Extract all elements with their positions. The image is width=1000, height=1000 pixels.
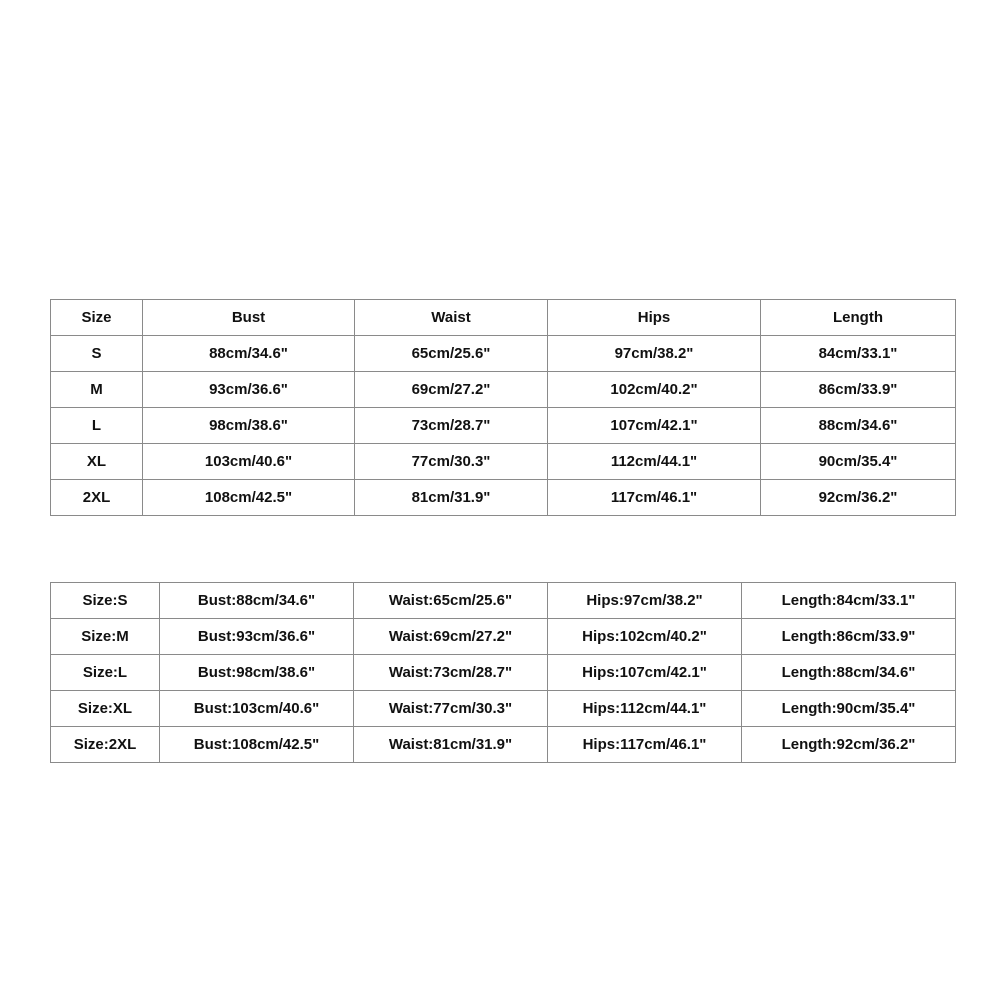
table-cell: M (51, 372, 143, 408)
table-cell: 102cm/40.2" (548, 372, 761, 408)
table-cell: Bust:108cm/42.5" (160, 727, 354, 763)
table-cell: Size:2XL (51, 727, 160, 763)
table-cell: Length:92cm/36.2" (742, 727, 956, 763)
table-cell: Bust:88cm/34.6" (160, 583, 354, 619)
table-cell: Size:XL (51, 691, 160, 727)
header-cell: Size (51, 300, 143, 336)
header-cell: Waist (355, 300, 548, 336)
table-row (51, 444, 956, 480)
table-row (51, 655, 956, 691)
table-cell: 90cm/35.4" (761, 444, 956, 480)
table-row (51, 480, 956, 516)
table-cell: Waist:69cm/27.2" (354, 619, 548, 655)
size-chart-table (50, 299, 956, 516)
table-row (51, 336, 956, 372)
table-row (51, 408, 956, 444)
table-cell: Length:88cm/34.6" (742, 655, 956, 691)
table-cell: Waist:77cm/30.3" (354, 691, 548, 727)
table-cell: Size:L (51, 655, 160, 691)
table-row (51, 727, 956, 763)
table-cell: Waist:65cm/25.6" (354, 583, 548, 619)
header-cell: Length (761, 300, 956, 336)
table-cell: 73cm/28.7" (355, 408, 548, 444)
table-cell: 107cm/42.1" (548, 408, 761, 444)
table-cell: S (51, 336, 143, 372)
table-cell: 65cm/25.6" (355, 336, 548, 372)
table-cell: Size:S (51, 583, 160, 619)
table-cell: Waist:81cm/31.9" (354, 727, 548, 763)
table-cell: Hips:97cm/38.2" (548, 583, 742, 619)
table-row (51, 583, 956, 619)
table-cell: 77cm/30.3" (355, 444, 548, 480)
table-cell: Hips:117cm/46.1" (548, 727, 742, 763)
table-cell: Bust:103cm/40.6" (160, 691, 354, 727)
table-cell: XL (51, 444, 143, 480)
table-cell: 84cm/33.1" (761, 336, 956, 372)
table-cell: Length:86cm/33.9" (742, 619, 956, 655)
header-cell: Hips (548, 300, 761, 336)
table-cell: Length:90cm/35.4" (742, 691, 956, 727)
size-chart-inline-table (50, 582, 956, 763)
table-cell: 97cm/38.2" (548, 336, 761, 372)
table-cell: 92cm/36.2" (761, 480, 956, 516)
table-cell: Bust:93cm/36.6" (160, 619, 354, 655)
table-cell: 117cm/46.1" (548, 480, 761, 516)
table-cell: 81cm/31.9" (355, 480, 548, 516)
table-cell: 103cm/40.6" (143, 444, 355, 480)
table-row (51, 372, 956, 408)
table-cell: Hips:107cm/42.1" (548, 655, 742, 691)
table-cell: Length:84cm/33.1" (742, 583, 956, 619)
table-cell: Hips:102cm/40.2" (548, 619, 742, 655)
table-cell: 69cm/27.2" (355, 372, 548, 408)
table-cell: 108cm/42.5" (143, 480, 355, 516)
header-cell: Bust (143, 300, 355, 336)
table-row (51, 619, 956, 655)
table-cell: Bust:98cm/38.6" (160, 655, 354, 691)
table-cell: 112cm/44.1" (548, 444, 761, 480)
table-cell: Waist:73cm/28.7" (354, 655, 548, 691)
table-cell: Size:M (51, 619, 160, 655)
table-cell: L (51, 408, 143, 444)
table-cell: 86cm/33.9" (761, 372, 956, 408)
table-cell: 98cm/38.6" (143, 408, 355, 444)
table-cell: 2XL (51, 480, 143, 516)
table-cell: 88cm/34.6" (143, 336, 355, 372)
table-cell: Hips:112cm/44.1" (548, 691, 742, 727)
table-header-row (51, 300, 956, 336)
table-cell: 88cm/34.6" (761, 408, 956, 444)
table-cell: 93cm/36.6" (143, 372, 355, 408)
table-row (51, 691, 956, 727)
